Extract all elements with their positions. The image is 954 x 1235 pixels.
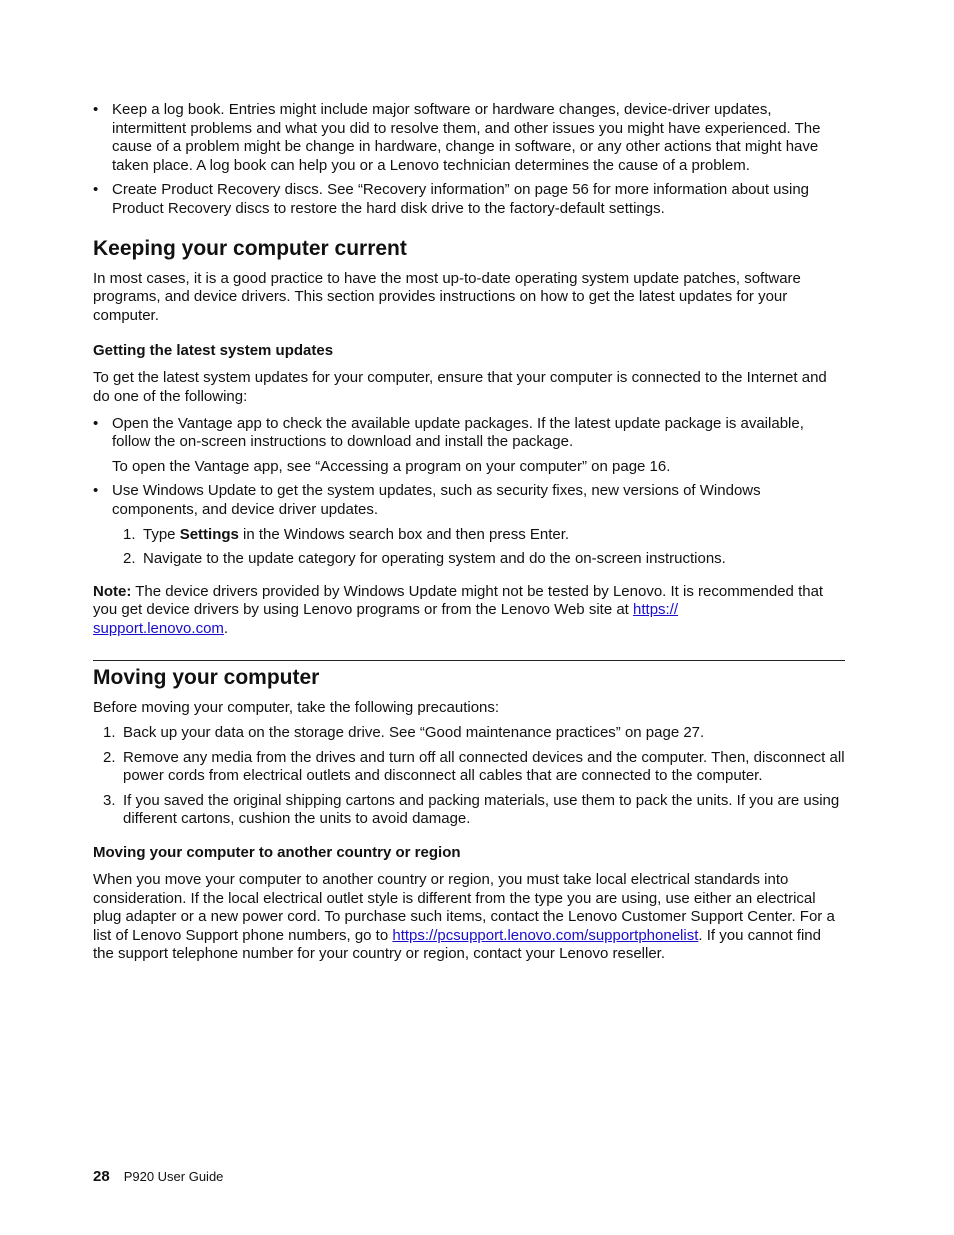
step-number: 1. xyxy=(123,525,136,543)
bullet-log-book: • Keep a log book. Entries might include major software or hardware changes, device-driver updates, intermittent problems and what you did to resolve them, and other issues you might have experienced. The cause of a problem might be change in hardware, change in software, or any other actions that might have taken place. A log book can help you or a Lenovo technician determines the cause of a problem. xyxy=(93,101,845,175)
support-link-part1: https:// xyxy=(633,601,679,619)
updates-bullet-list xyxy=(93,415,845,569)
list-item xyxy=(93,724,845,743)
step1-post: in the Windows search box and then press Enter. xyxy=(238,525,570,543)
support-phone-link[interactable]: https://pcsupport.lenovo.com/supportphonelist xyxy=(392,926,699,944)
heading-moving-computer: Moving your computer xyxy=(93,666,320,690)
moving-para-pre: When you move your computer to another country or region, you must take local electrical standards into consideration. If the local electrical outlet style is different from the type you are using, use either an electrical plug adapter or a new power cord. To purchase such items, contact the Lenovo Customer Support Center. For a list of Lenovo Support phone numbers, go to xyxy=(93,871,835,944)
page-footer xyxy=(93,1168,223,1187)
item-number: 2. xyxy=(103,748,116,766)
step-item xyxy=(112,526,845,545)
note-end: . xyxy=(223,619,229,637)
bullet-vantage-text: • Open the Vantage app to check the available update packages. If the latest update package is available, follow the on-screen instructions to download and install the package. xyxy=(112,414,804,451)
step1-bold: Settings xyxy=(179,525,239,543)
windows-update-steps xyxy=(112,526,845,569)
item-number: 1. xyxy=(103,724,116,742)
bullet-windows-update xyxy=(93,482,845,568)
step1-pre: Type xyxy=(143,525,180,543)
note-paragraph xyxy=(93,583,845,639)
moving-precautions-list xyxy=(93,724,845,829)
heading-keeping-current: Keeping your computer current xyxy=(93,236,407,260)
bullet-vantage-sub: To open the Vantage app, see “Accessing a program on your computer” on page 16. xyxy=(112,457,671,475)
step2-text: Navigate to the update category for operating system and do the on-screen instructions. xyxy=(143,550,726,568)
bullet-vantage xyxy=(93,415,845,477)
updates-lead: To get the latest system updates for your computer, ensure that your computer is connected to the Internet and do one of the following: xyxy=(93,369,827,405)
subheading-moving-country: Moving your computer to another country or region xyxy=(93,844,461,862)
step-item xyxy=(112,550,845,569)
item-text: If you saved the original shipping cartons and packing materials, use them to pack the units. If you are using different cartons, cushion the units to avoid damage. xyxy=(123,791,840,828)
list-item xyxy=(93,792,845,829)
subheading-latest-updates: Getting the latest system updates xyxy=(93,342,334,360)
keeping-intro: In most cases, it is a good practice to have the most up-to-date operating system update patches, software programs, and device drivers. This section provides instructions on how to get the latest updates for your computer. xyxy=(93,269,801,324)
guide-title: P920 User Guide xyxy=(123,1169,224,1184)
item-text: Back up your data on the storage drive. See “Good maintenance practices” on page 27. xyxy=(123,724,705,742)
bullet-recovery-discs: • Create Product Recovery discs. See “Recovery information” on page 56 for more information about using Product Recovery discs to restore the hard disk drive to the factory-default settings. xyxy=(93,181,845,218)
moving-intro: Before moving your computer, take the following precautions: xyxy=(93,699,500,717)
bullet-windows-update-text: • Use Windows Update to get the system updates, such as security fixes, new versions of Windows components, and device driver updates. xyxy=(112,482,761,518)
page-number: 28 xyxy=(93,1168,110,1185)
step-number: 2. xyxy=(123,550,136,568)
item-number: 3. xyxy=(103,791,116,809)
page-content xyxy=(93,101,845,964)
support-link-part2: support.lenovo.com xyxy=(93,619,224,637)
note-text: The device drivers provided by Windows Update might not be tested by Lenovo. It is recommended that you get device drivers by using Lenovo programs or from the Lenovo Web site at xyxy=(93,582,824,619)
list-item xyxy=(93,749,845,786)
intro-bullet-list xyxy=(93,101,845,219)
note-label: Note: xyxy=(93,582,132,600)
section-divider xyxy=(93,660,845,661)
moving-para-post: . If you cannot find the support telephone number for your country or region, contact your Lenovo reseller. xyxy=(93,926,821,963)
item-text: Remove any media from the drives and turn off all connected devices and the computer. Then, disconnect all power cords from electrical outlets and disconnect all cables that are connected to the computer. xyxy=(123,748,845,785)
moving-country-paragraph xyxy=(93,871,845,964)
